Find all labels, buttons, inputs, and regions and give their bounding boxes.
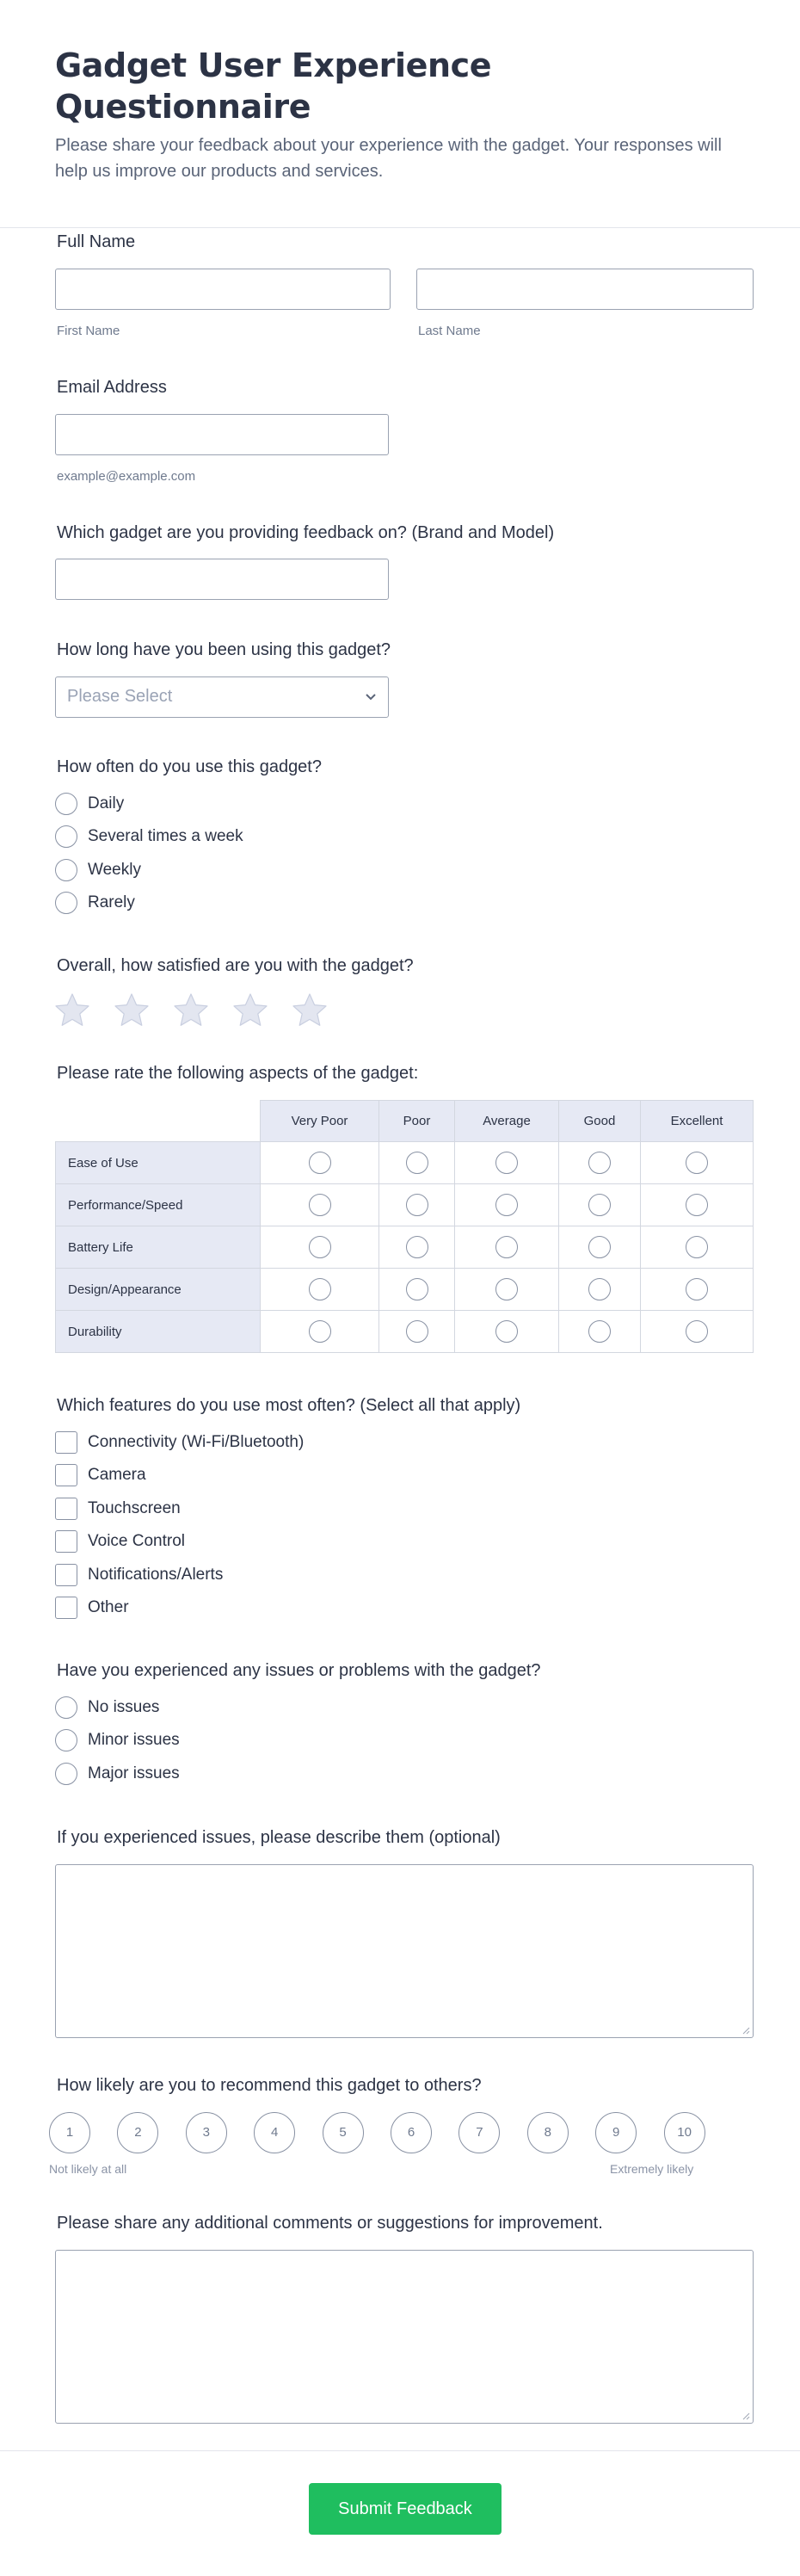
radio-button[interactable] <box>55 859 77 881</box>
matrix-row <box>56 1311 754 1353</box>
matrix-column-header: Average <box>455 1101 559 1142</box>
matrix-corner <box>56 1101 261 1142</box>
matrix-radio-button[interactable] <box>686 1236 708 1258</box>
star-icon[interactable] <box>53 991 91 1029</box>
aspects-label: Please rate the following aspects of the gadget: <box>57 1064 419 1083</box>
scale-option-2[interactable]: 2 <box>117 2112 158 2153</box>
matrix-radio-button[interactable] <box>495 1236 518 1258</box>
matrix-row-label: Design/Appearance <box>56 1269 261 1311</box>
first-name-sublabel: First Name <box>57 324 120 338</box>
matrix-radio-button[interactable] <box>309 1278 331 1300</box>
matrix-radio-button[interactable] <box>686 1320 708 1343</box>
matrix-row-label: Battery Life <box>56 1226 261 1269</box>
recommend-high-label: Extremely likely <box>610 2162 694 2176</box>
scale-option-6[interactable]: 6 <box>391 2112 432 2153</box>
matrix-row-label: Ease of Use <box>56 1142 261 1184</box>
matrix-cell <box>261 1311 379 1353</box>
full-name-label: Full Name <box>57 232 136 251</box>
matrix-radio-button[interactable] <box>588 1278 611 1300</box>
matrix-cell <box>641 1226 754 1269</box>
matrix-radio-button[interactable] <box>588 1236 611 1258</box>
form-header <box>0 0 800 228</box>
submit-button[interactable]: Submit Feedback <box>309 2483 502 2535</box>
matrix-row-label: Performance/Speed <box>56 1184 261 1226</box>
star-icon[interactable] <box>113 991 151 1029</box>
matrix-row <box>56 1142 754 1184</box>
star-icon[interactable] <box>172 991 210 1029</box>
comments-label: Please share any additional comments or suggestions for improvement. <box>57 2214 603 2233</box>
gadget-input[interactable] <box>55 559 389 600</box>
matrix-row-label: Durability <box>56 1311 261 1353</box>
matrix-cell <box>559 1142 641 1184</box>
checkbox[interactable] <box>55 1498 77 1520</box>
matrix-radio-button[interactable] <box>309 1320 331 1343</box>
satisfaction-label: Overall, how satisfied are you with the gadget? <box>57 956 414 975</box>
duration-select[interactable] <box>55 676 389 718</box>
email-sublabel: example@example.com <box>57 469 196 484</box>
duration-label: How long have you been using this gadget? <box>57 640 391 659</box>
checkbox[interactable] <box>55 1564 77 1586</box>
chevron-down-icon <box>364 689 378 703</box>
matrix-cell <box>641 1184 754 1226</box>
matrix-row <box>56 1269 754 1311</box>
matrix-radio-button[interactable] <box>686 1152 708 1174</box>
form-title: Gadget User Experience Questionnaire <box>55 46 492 126</box>
comments-textarea[interactable] <box>55 2250 754 2424</box>
matrix-cell <box>559 1269 641 1311</box>
radio-button[interactable] <box>55 1696 77 1719</box>
matrix-cell <box>559 1311 641 1353</box>
gadget-label: Which gadget are you providing feedback on? (Brand and Model) <box>57 523 555 542</box>
last-name-input[interactable] <box>416 269 754 310</box>
scale-option-3[interactable]: 3 <box>186 2112 227 2153</box>
features-label: Which features do you use most often? (Select all that apply) <box>57 1396 521 1415</box>
matrix-cell <box>455 1184 559 1226</box>
matrix-radio-button[interactable] <box>309 1236 331 1258</box>
matrix-cell <box>559 1226 641 1269</box>
matrix-radio-button[interactable] <box>588 1152 611 1174</box>
last-name-sublabel: Last Name <box>418 324 481 338</box>
scale-option-10[interactable]: 10 <box>664 2112 705 2153</box>
matrix-column-header: Excellent <box>641 1101 754 1142</box>
matrix-cell <box>379 1226 455 1269</box>
matrix-row <box>56 1226 754 1269</box>
matrix-cell <box>641 1269 754 1311</box>
checkbox[interactable] <box>55 1530 77 1553</box>
matrix-radio-button[interactable] <box>406 1278 428 1300</box>
resize-handle-icon[interactable] <box>742 2412 750 2420</box>
radio-button[interactable] <box>55 892 77 914</box>
matrix-column-header: Poor <box>379 1101 455 1142</box>
matrix-cell <box>455 1226 559 1269</box>
matrix-radio-button[interactable] <box>406 1320 428 1343</box>
radio-button[interactable] <box>55 825 77 848</box>
matrix-radio-button[interactable] <box>406 1152 428 1174</box>
issues-label: Have you experienced any issues or problems with the gadget? <box>57 1661 541 1680</box>
matrix-cell <box>379 1269 455 1311</box>
scale-option-5[interactable]: 5 <box>323 2112 364 2153</box>
matrix-cell <box>455 1269 559 1311</box>
matrix-radio-button[interactable] <box>406 1194 428 1216</box>
checkbox[interactable] <box>55 1597 77 1619</box>
aspects-matrix <box>55 1100 754 1353</box>
matrix-radio-button[interactable] <box>686 1194 708 1216</box>
radio-button[interactable] <box>55 1763 77 1785</box>
duration-placeholder: Please Select <box>67 687 173 706</box>
matrix-cell <box>261 1226 379 1269</box>
scale-option-4[interactable]: 4 <box>254 2112 295 2153</box>
checkbox[interactable] <box>55 1464 77 1486</box>
scale-option-1[interactable]: 1 <box>49 2112 90 2153</box>
matrix-radio-button[interactable] <box>588 1194 611 1216</box>
email-label: Email Address <box>57 378 167 397</box>
email-input[interactable] <box>55 414 389 455</box>
first-name-input[interactable] <box>55 269 391 310</box>
matrix-radio-button[interactable] <box>309 1152 331 1174</box>
matrix-row <box>56 1184 754 1226</box>
matrix-radio-button[interactable] <box>588 1320 611 1343</box>
describe-label: If you experienced issues, please describe them (optional) <box>57 1828 501 1847</box>
matrix-radio-button[interactable] <box>686 1278 708 1300</box>
matrix-column-header: Very Poor <box>261 1101 379 1142</box>
matrix-radio-button[interactable] <box>406 1236 428 1258</box>
matrix-radio-button[interactable] <box>495 1320 518 1343</box>
radio-button[interactable] <box>55 1729 77 1751</box>
matrix-radio-button[interactable] <box>309 1194 331 1216</box>
matrix-cell <box>559 1184 641 1226</box>
matrix-column-header: Good <box>559 1101 641 1142</box>
matrix-cell <box>455 1311 559 1353</box>
matrix-cell <box>261 1269 379 1311</box>
matrix-cell <box>379 1142 455 1184</box>
recommend-low-label: Not likely at all <box>49 2162 127 2176</box>
matrix-cell <box>641 1142 754 1184</box>
scale-option-7[interactable]: 7 <box>458 2112 500 2153</box>
matrix-cell <box>379 1184 455 1226</box>
scale-option-8[interactable]: 8 <box>527 2112 569 2153</box>
describe-textarea[interactable] <box>55 1864 754 2038</box>
matrix-cell <box>261 1184 379 1226</box>
form-description: Please share your feedback about your experience with the gadget. Your responses will help us improve our products and services. <box>55 136 722 181</box>
scale-option-9[interactable]: 9 <box>595 2112 637 2153</box>
matrix-radio-button[interactable] <box>495 1278 518 1300</box>
resize-handle-icon[interactable] <box>742 2026 750 2035</box>
matrix-cell <box>379 1311 455 1353</box>
matrix-radio-button[interactable] <box>495 1194 518 1216</box>
matrix-cell <box>261 1142 379 1184</box>
recommend-label: How likely are you to recommend this gadget to others? <box>57 2076 482 2095</box>
matrix-cell <box>455 1142 559 1184</box>
frequency-label: How often do you use this gadget? <box>57 757 322 776</box>
radio-button[interactable] <box>55 793 77 815</box>
matrix-cell <box>641 1311 754 1353</box>
matrix-radio-button[interactable] <box>495 1152 518 1174</box>
star-icon[interactable] <box>291 991 329 1029</box>
checkbox[interactable] <box>55 1431 77 1454</box>
star-icon[interactable] <box>231 991 269 1029</box>
form-footer <box>0 2450 800 2576</box>
